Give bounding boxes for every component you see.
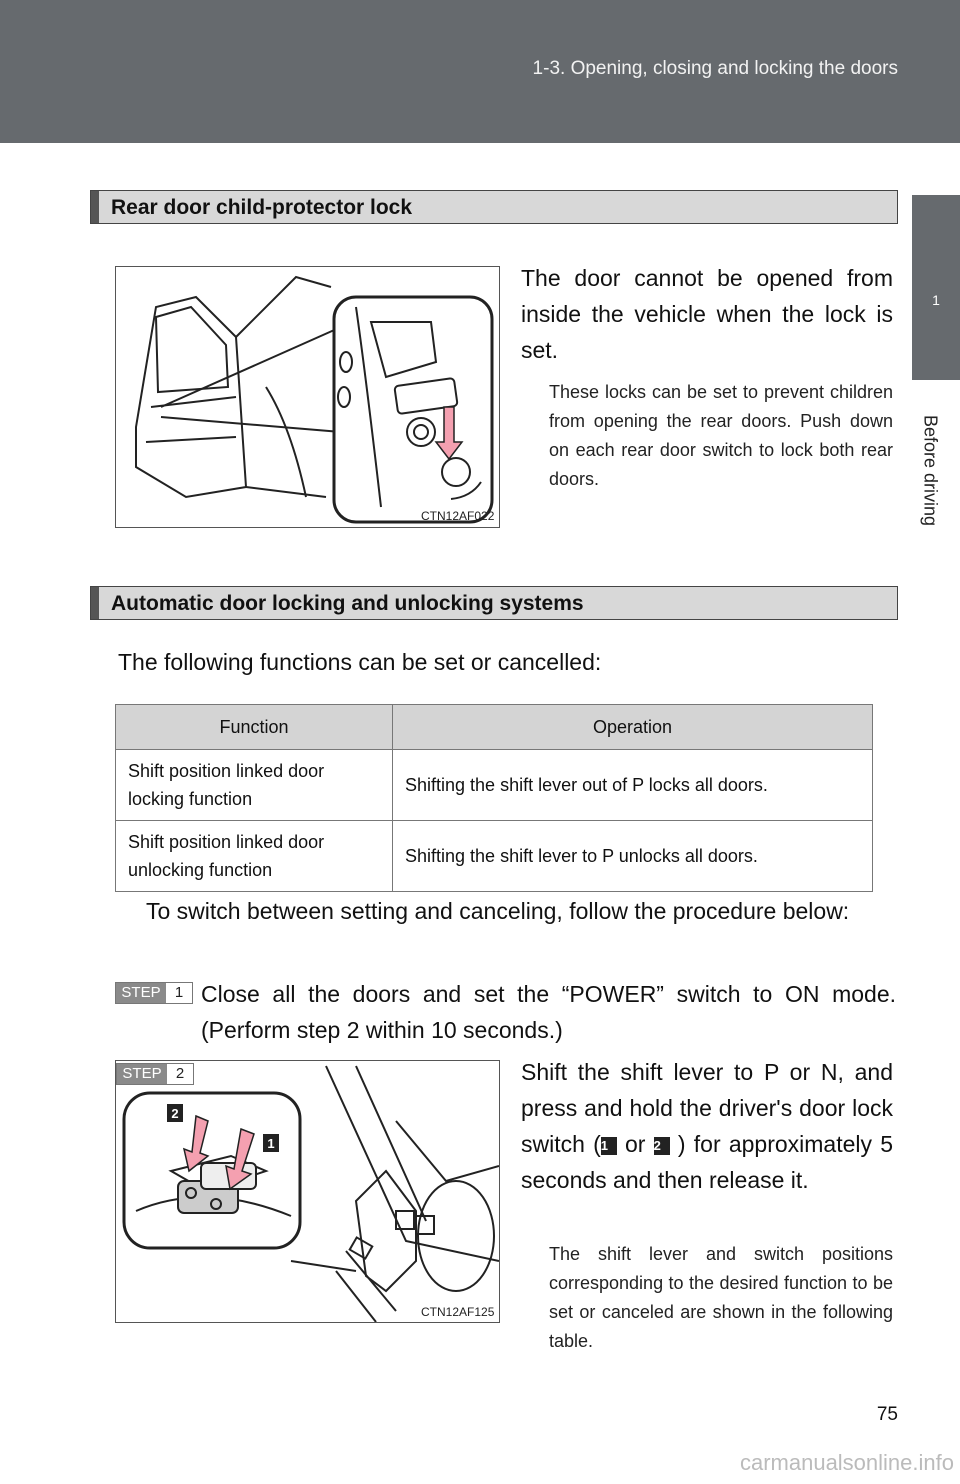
- step-number: 2: [175, 1065, 185, 1082]
- chapter-tab-label-wrap: [920, 405, 940, 535]
- step-label: STEP: [116, 983, 166, 1003]
- table-header-row: [116, 705, 873, 750]
- step-1-text: Close all the doors and set the “POWER” switch to ON mode. (Perform step 2 within 10 seconds.): [201, 981, 896, 1043]
- table-cell: Shift position linked door unlocking function: [116, 821, 393, 892]
- figure-door-lock-switch: [115, 1060, 500, 1323]
- auto-lock-intro: The following functions can be set or cancelled:: [118, 649, 602, 675]
- table-row: [116, 821, 873, 892]
- step-2-badge: [116, 1063, 194, 1085]
- section-marker: [91, 191, 99, 223]
- callout-1: 1: [267, 1136, 275, 1151]
- step-2-text-b: ) for approximately 5 seconds and then release it.: [521, 1131, 894, 1193]
- step-number: 1: [174, 984, 184, 1001]
- step-2-note: The shift lever and switch positions corresponding to the desired function to be set or canceled are shown in the following table.: [549, 1244, 893, 1351]
- section-title-child-lock: Rear door child-protector lock: [111, 196, 413, 219]
- door-switch-illustration: [116, 1061, 499, 1322]
- table-cell: Shifting the shift lever to P unlocks all doors.: [393, 821, 873, 892]
- watermark-text: carmanualsonline.info: [739, 1450, 954, 1475]
- procedure-intro: To switch between setting and canceling, follow the procedure below:: [146, 898, 850, 924]
- switch-1-badge: 1: [601, 1137, 617, 1155]
- table-row: [116, 750, 873, 821]
- figure-code: CTN12AF022: [421, 509, 495, 523]
- page-number: 75: [876, 1404, 898, 1425]
- table-cell: Shifting the shift lever out of P locks all doors.: [393, 750, 873, 821]
- section-header-auto-lock: [90, 586, 898, 620]
- figure-code: CTN12AF125: [421, 1305, 495, 1319]
- child-lock-description: The door cannot be opened from inside the vehicle when the lock is set.: [521, 265, 893, 363]
- table-header-operation: Operation: [393, 705, 873, 750]
- figure-child-lock: [115, 266, 500, 528]
- section-title-auto-lock: Automatic door locking and unlocking systems: [111, 592, 584, 615]
- child-lock-note: These locks can be set to prevent children from opening the rear doors. Push down on each rear door switch to lock both rear doors.: [549, 382, 893, 489]
- chapter-tab-number: 1: [932, 292, 940, 308]
- child-lock-illustration: [116, 267, 499, 527]
- chapter-tab-label: Before driving: [920, 414, 941, 527]
- callout-2: 2: [171, 1106, 179, 1121]
- section-marker: [91, 587, 99, 619]
- function-table: [115, 704, 873, 892]
- table-header-function: Function: [116, 705, 393, 750]
- footer-watermark: [0, 1446, 960, 1484]
- section-header-child-lock: [90, 190, 898, 224]
- chapter-tab: [912, 195, 960, 380]
- chapter-title: 1-3. Opening, closing and locking the doors: [532, 58, 898, 79]
- table-cell: Shift position linked door locking function: [116, 750, 393, 821]
- step-2-text-or: or: [625, 1131, 646, 1157]
- step-label: STEP: [117, 1064, 167, 1084]
- step-1-badge: [115, 982, 193, 1004]
- switch-2-badge: 2: [654, 1137, 670, 1155]
- step-2-text: [521, 1054, 893, 1198]
- step-2-text-a: Shift the shift lever to P or N, and press and hold the driver's door lock switch (: [521, 1059, 893, 1157]
